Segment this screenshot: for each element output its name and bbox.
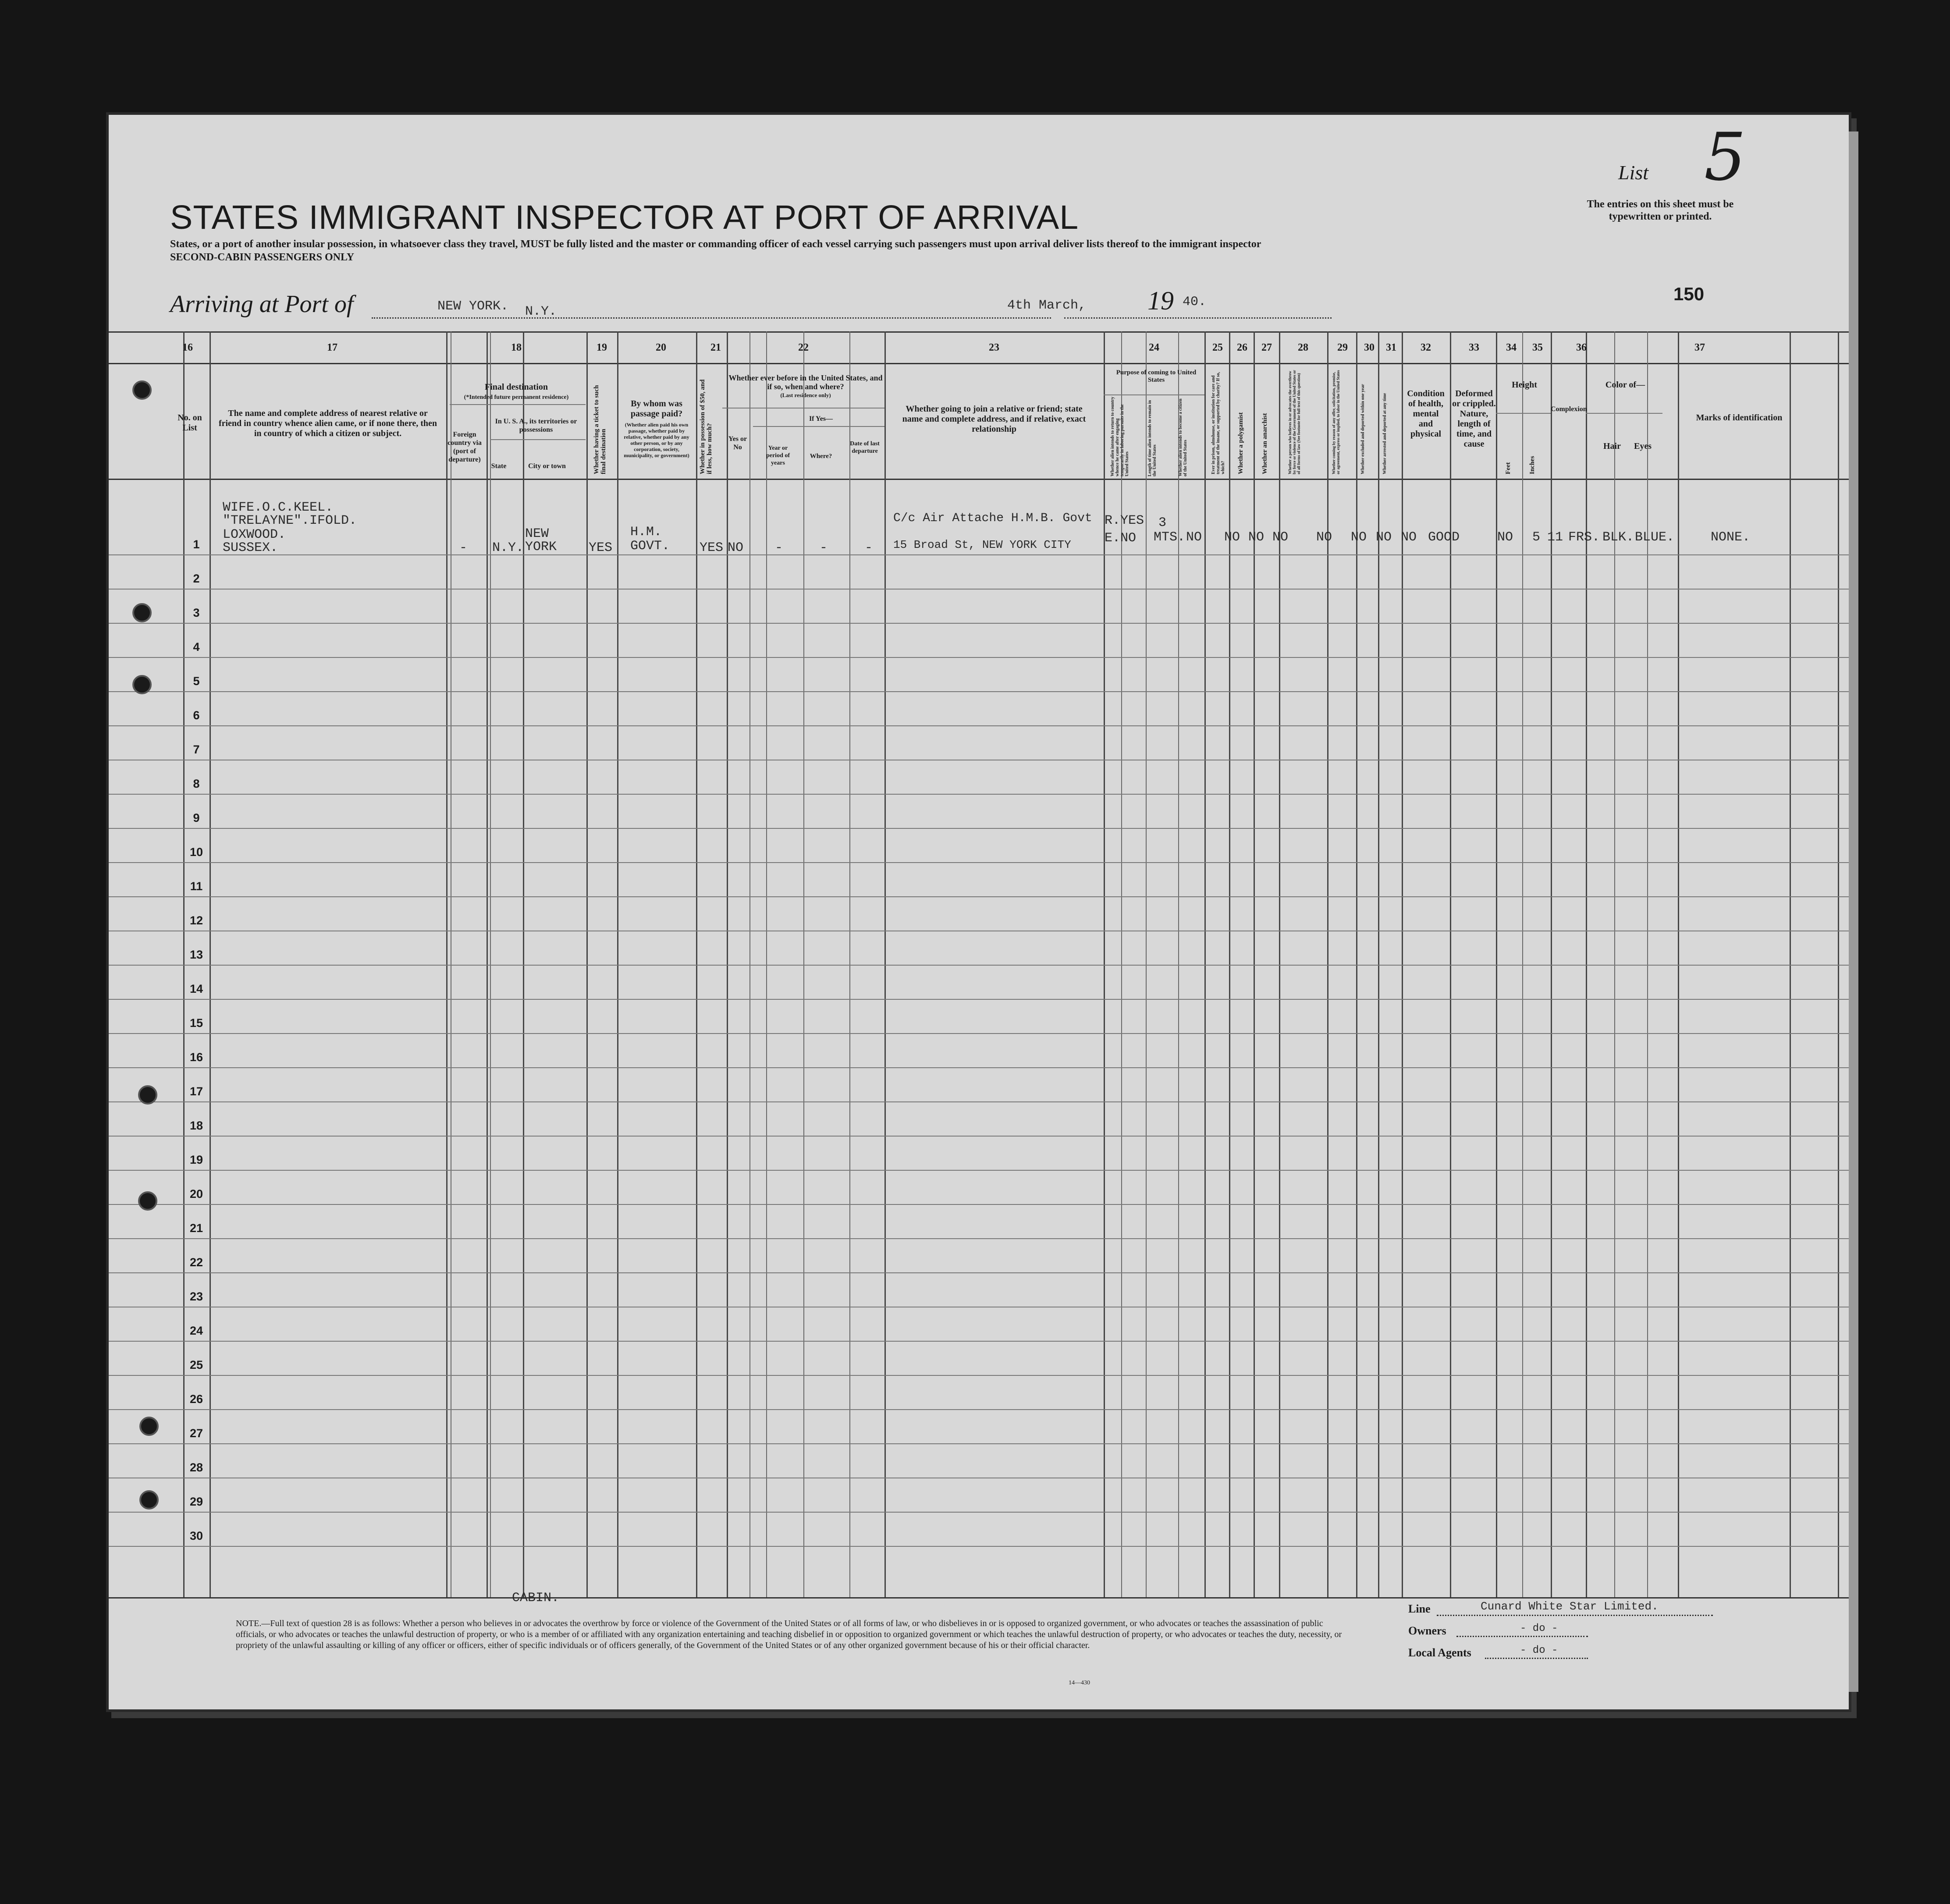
hdr-foreign-country: Foreign country via (port of departure)	[448, 431, 482, 463]
entry-ticket: YES	[589, 540, 613, 555]
before-subrule	[722, 408, 884, 409]
row-number: 2	[193, 572, 200, 585]
col-23-number: 23	[989, 342, 999, 353]
hdr-final-destination	[451, 382, 582, 402]
entry-relative-line3: LOXWOOD.	[223, 527, 286, 542]
column-rule	[1551, 331, 1552, 1597]
row-rule	[109, 794, 1849, 795]
hdr-year-period: Year or period of years	[766, 445, 790, 466]
column-rule	[183, 331, 185, 1597]
col-18-number: 18	[511, 342, 522, 353]
date-value: 4th March,	[1007, 298, 1087, 313]
row-number: 21	[189, 1222, 203, 1235]
row-number: 19	[189, 1153, 203, 1166]
entry-city-line2: YORK	[525, 540, 557, 554]
column-rule	[1146, 331, 1147, 1597]
col-33-number: 33	[1469, 342, 1479, 353]
hdr-color-of: Color of—	[1605, 380, 1645, 390]
owners-label: Owners	[1408, 1624, 1446, 1637]
column-rule	[523, 331, 524, 1597]
col-25-number: 25	[1212, 342, 1223, 353]
row-number: 14	[189, 982, 203, 995]
entry-city-line1: NEW	[525, 526, 549, 541]
row-rule	[109, 725, 1849, 726]
row-number: 22	[189, 1256, 203, 1269]
hdr-prison: Ever in prison, almshouse, or institution for care and treatment of the insane, or supported by charity? If so, which?	[1211, 372, 1225, 474]
row-number: 20	[189, 1187, 203, 1201]
row-rule	[109, 657, 1849, 658]
row-number: 5	[193, 675, 200, 688]
form-number: 14—430	[1069, 1680, 1090, 1686]
entry-arrested: NO	[1401, 530, 1417, 545]
final-destination-note: (*Intended future permanent residence)	[464, 394, 569, 401]
row-number: 18	[189, 1119, 203, 1132]
entry-eyes: BLUE.	[1635, 530, 1675, 545]
row-rule	[109, 1375, 1849, 1376]
entry-state: N.Y.	[492, 540, 524, 555]
row-number: 15	[189, 1016, 203, 1030]
column-rule	[210, 331, 211, 1597]
column-rule	[1254, 331, 1255, 1597]
col-19-number: 19	[597, 342, 607, 353]
row-number: 1	[193, 538, 200, 551]
column-rule	[1178, 331, 1179, 1597]
column-rule	[727, 331, 728, 1597]
hdr-ticket: Whether having a ticket to such final destination	[593, 385, 607, 474]
column-rule	[1402, 331, 1403, 1597]
hdr-arrested: Whether arrested and deported at any time	[1382, 393, 1387, 474]
row-number: 12	[189, 914, 203, 927]
row-rule	[109, 896, 1849, 897]
hdr-city: City or town	[528, 462, 566, 470]
column-rule	[803, 331, 804, 1597]
binder-hole	[132, 675, 152, 694]
entry-prison: NO	[1224, 530, 1240, 545]
column-rule	[884, 331, 886, 1597]
entry-purpose-a1: R.YES	[1105, 513, 1144, 528]
column-rule	[586, 331, 588, 1597]
row-rule	[109, 1409, 1849, 1410]
intro-line: States, or a port of another insular possession, in whatsoever class they travel, MUST be fully listed and the master or commanding officer of each vessel carrying such passengers must upon arrival deliver lists thereof to the immigrant inspector	[170, 238, 1261, 250]
entry-feet: 5	[1532, 530, 1541, 545]
row-number: 17	[189, 1085, 203, 1098]
port-dotline	[372, 317, 1051, 319]
hdr-passage-paid	[622, 399, 692, 458]
column-rule	[1678, 331, 1679, 1597]
column-rule	[446, 331, 448, 1597]
entry-relative-line4: SUSSEX.	[223, 540, 278, 555]
hdr-before-in-us	[727, 373, 884, 400]
column-rule	[1229, 331, 1230, 1597]
hdr-if-yes: If Yes—	[809, 415, 833, 423]
column-rule	[1279, 331, 1280, 1597]
col-35-number: 35	[1532, 342, 1543, 353]
row-rule	[109, 623, 1849, 624]
line-label: Line	[1408, 1602, 1431, 1615]
row-number: 10	[189, 845, 203, 859]
row-rule	[109, 1067, 1849, 1068]
column-rule	[1838, 331, 1839, 1597]
row-rule	[109, 1443, 1849, 1444]
hdr-nearest-relative: The name and complete address of nearest relative or friend in country whence alien came, or if none there, then in country of which a citizen or subject.	[218, 409, 437, 438]
row-rule	[109, 1546, 1849, 1547]
hdr-where: Where?	[810, 453, 832, 460]
last-residence-note: (Last residence only)	[780, 392, 831, 398]
row-rule	[109, 691, 1849, 692]
row-rule	[109, 1238, 1849, 1239]
row-rule	[109, 1204, 1849, 1205]
row-number: 8	[193, 777, 200, 790]
entry-hair: BLK.	[1602, 530, 1634, 545]
row-number: 11	[190, 880, 203, 893]
hdr-purpose: Purpose of coming to United States	[1116, 369, 1197, 384]
intro-text	[170, 238, 1616, 264]
column-rule	[1496, 331, 1497, 1597]
row-number: 16	[189, 1051, 203, 1064]
col-24-number: 24	[1149, 342, 1159, 353]
final-dest-subrule	[450, 404, 586, 405]
entry-foreign-via: -	[459, 540, 468, 555]
row-rule	[109, 862, 1849, 863]
purpose-subrule	[1104, 394, 1204, 395]
row-rule	[109, 1170, 1849, 1171]
entry-possession: YES	[700, 540, 724, 555]
hdr-eyes: Eyes	[1634, 441, 1652, 451]
line-dotline	[1437, 1615, 1713, 1616]
page-title: STATES IMMIGRANT INSPECTOR AT PORT OF ARRIVAL	[170, 199, 1079, 236]
binder-hole	[139, 1490, 159, 1510]
col-26-number: 26	[1237, 342, 1247, 353]
hdr-height: Height	[1512, 380, 1537, 390]
port-value: NEW YORK.	[437, 299, 509, 314]
row-number: 26	[189, 1392, 203, 1406]
hdr-yes-or-no: Yes or No	[728, 435, 747, 451]
entry-polygamist: NO	[1248, 530, 1264, 545]
row-number: 13	[189, 948, 203, 961]
entry-passage-line1: H.M.	[630, 525, 662, 540]
col-20-number: 20	[656, 342, 666, 353]
column-rule	[1356, 331, 1357, 1597]
col-31-number: 31	[1386, 342, 1396, 353]
row-number: 9	[193, 811, 200, 824]
hdr-overthrow: Whether a person who believes in or advocates the overthrow by force or violence of the Government of the United States or of all forms of law (See footnote for full text of this question)	[1288, 370, 1301, 474]
row-number: 30	[189, 1529, 203, 1542]
row-number: 25	[189, 1358, 203, 1371]
owners-dotline	[1456, 1636, 1588, 1637]
col-37-number: 37	[1694, 342, 1705, 353]
entry-relative-line1: WIFE.O.C.KEEL.	[223, 500, 334, 515]
passage-paid-label: By whom was passage paid?	[630, 399, 683, 419]
entry-purpose-b2: MTS.	[1154, 530, 1186, 545]
entry-purpose-b1: 3	[1158, 515, 1167, 530]
col-21-number: 21	[710, 342, 721, 353]
hdr-complexion: Complexion	[1551, 405, 1587, 413]
column-rule	[1586, 331, 1587, 1597]
row-number: 28	[189, 1461, 203, 1474]
hdr-purpose-c: Whether alien intends to become a citizen of the United States	[1178, 398, 1188, 476]
color-subrule	[1586, 413, 1662, 414]
row-rule	[109, 965, 1849, 966]
usa-subrule	[490, 439, 586, 440]
row-rule	[109, 999, 1849, 1000]
column-rule	[1647, 331, 1648, 1597]
hdr-marks: Marks of identification	[1696, 413, 1783, 423]
row-rule	[109, 1512, 1849, 1513]
column-rule	[1204, 331, 1206, 1597]
row-rule	[109, 554, 1849, 555]
col-28-number: 28	[1298, 342, 1308, 353]
passenger-class: SECOND-CABIN PASSENGERS ONLY	[170, 252, 355, 263]
entry-relative-line2: "TRELAYNE".IFOLD.	[223, 513, 357, 528]
binder-hole	[139, 1417, 159, 1436]
row-number: 23	[189, 1290, 203, 1303]
col-36-number: 36	[1576, 342, 1587, 353]
final-destination-label: Final destination	[485, 382, 548, 392]
hdr-purpose-a: Whether alien intends to return to country whence he came after engaging temporarily in laboring pursuits in the United States	[1110, 397, 1130, 476]
header-bottom-rule	[109, 479, 1849, 480]
row-rule	[109, 589, 1849, 590]
line-value: Cunard White Star Limited.	[1481, 1600, 1659, 1613]
column-rule	[1378, 331, 1379, 1597]
agents-value: - do -	[1520, 1645, 1558, 1656]
entry-purpose-a2: E.NO	[1105, 531, 1137, 546]
entry-join-line2: 15 Broad St, NEW YORK CITY	[893, 538, 1071, 551]
hdr-date-departure: Date of last departure	[850, 440, 880, 455]
column-rule	[487, 331, 488, 1597]
column-rule	[1522, 331, 1523, 1597]
footer-note: NOTE.—Full text of question 28 is as follows: Whether a person who believes in or advocates the overthrow by force or violence of the Government of the United States or of all forms of law, or who disbelieves in or is opposed to organized government, or who advocates or teaches the assassination of public officials, or who advocates or teaches the unlawful destruction of property, or who is a member of or affiliated with any organization entertaining and teaching disbelief in or opposition to organized government or which teaches the unlawful destruction of property, or who advocates or teaches the duty, necessity, or propriety of the unlawful assaulting or killing of any officer or officers, either of specific individuals or of officers generally, of the Government of the United States or of any other organized government because of his or their official character.	[236, 1619, 1342, 1650]
hdr-contract: Whether coming by reason of any offer, solicitation, promise, or agreement, express or implied, to labor in the United States	[1332, 370, 1340, 474]
before-in-us-label: Whether ever before in the United States, and if so, when and where?	[728, 373, 883, 391]
column-rule	[617, 331, 618, 1597]
hdr-excluded: Whether excluded and deported within one year	[1360, 384, 1365, 474]
agents-label: Local Agents	[1408, 1646, 1471, 1659]
row-number: 27	[189, 1427, 203, 1440]
list-label: List	[1618, 161, 1649, 184]
list-number: 5	[1704, 119, 1746, 195]
row-number: 3	[193, 606, 200, 619]
row-rule	[109, 1101, 1849, 1102]
footer-cabin: CABIN.	[512, 1591, 560, 1606]
entry-health: GOOD	[1428, 530, 1460, 545]
column-rule	[1450, 331, 1451, 1597]
col-27-number: 27	[1261, 342, 1272, 353]
entry-excluded: NO	[1376, 530, 1392, 545]
col-22-number: 22	[798, 342, 809, 353]
paper-edge	[1849, 131, 1858, 1692]
entry-deformed: NO	[1497, 530, 1513, 545]
page-number: 150	[1673, 284, 1705, 304]
hdr-no-on-list: No. on List	[178, 413, 202, 433]
column-rule	[490, 331, 491, 1597]
column-rule	[1790, 331, 1791, 1597]
row-number: 7	[193, 743, 200, 756]
row-number: 4	[193, 640, 200, 654]
entry-passage-line2: GOVT.	[630, 539, 670, 554]
binder-hole	[132, 380, 152, 400]
hdr-inches: Inches	[1529, 456, 1536, 474]
entry-contract: NO	[1351, 530, 1367, 545]
date-dotline	[1064, 317, 1332, 319]
height-subrule	[1496, 413, 1551, 414]
binder-hole	[138, 1085, 157, 1105]
entry-inches: 11	[1547, 530, 1563, 545]
hdr-in-usa: In U. S. A., its territories or possessions	[495, 418, 577, 433]
entry-marks: NONE.	[1711, 530, 1751, 545]
hdr-purpose-b: Length of time alien intends to remain in the United States	[1147, 400, 1157, 476]
hdr-state: State	[491, 462, 507, 470]
col-34-number: 34	[1506, 342, 1517, 353]
agents-dotline	[1485, 1658, 1588, 1659]
entry-overthrow: NO	[1316, 530, 1332, 545]
state-value: N.Y.	[525, 304, 557, 319]
hdr-hair: Hair	[1603, 441, 1621, 451]
binder-hole	[132, 603, 152, 622]
ifyes-subrule	[753, 426, 884, 427]
entry-complexion: FRS.	[1568, 530, 1600, 545]
entry-date-departure: -	[865, 540, 873, 555]
colnum-rule	[109, 363, 1849, 364]
row-number: 24	[189, 1324, 203, 1337]
hdr-anarchist: Whether an anarchist	[1261, 413, 1268, 474]
entry-anarchist: NO	[1272, 530, 1289, 545]
col-30-number: 30	[1364, 342, 1375, 353]
col-17-number: 17	[327, 342, 337, 353]
column-rule	[1614, 331, 1615, 1597]
column-rule	[749, 331, 750, 1597]
manifest-sheet	[109, 115, 1849, 1709]
hdr-feet: Feet	[1505, 462, 1512, 474]
row-number: 29	[189, 1495, 203, 1508]
hdr-health: Condition of health, mental and physical	[1407, 389, 1445, 439]
entry-before-yes-no: NO	[728, 540, 744, 555]
owners-value: - do -	[1520, 1623, 1558, 1634]
arriving-label: Arriving at Port of	[170, 291, 354, 318]
row-rule	[109, 1341, 1849, 1342]
entry-join-line1: C/c Air Attache H.M.B. Govt	[893, 512, 1092, 525]
column-rule	[1327, 331, 1328, 1597]
row-rule	[109, 828, 1849, 829]
hdr-joining-relative: Whether going to join a relative or friend; state name and complete address, and if relative, exact relationship	[902, 404, 1086, 434]
col-32-number: 32	[1421, 342, 1431, 353]
row-rule	[109, 1033, 1849, 1034]
entry-purpose-c: NO	[1186, 530, 1202, 545]
year-prefix: 19	[1147, 286, 1174, 315]
passage-paid-note: (Whether alien paid his own passage, whether paid by relative, whether paid by any other person, or by any corporation, society, municipality, or government)	[624, 422, 689, 458]
table-top-rule	[109, 331, 1849, 333]
column-rule	[766, 331, 767, 1597]
entry-where: -	[820, 540, 828, 555]
column-rule	[849, 331, 850, 1597]
table-bottom-rule	[109, 1597, 1849, 1599]
col-16-number: 16	[182, 342, 193, 353]
binder-hole	[138, 1191, 157, 1211]
hdr-polygamist: Whether a polygamist	[1237, 412, 1244, 474]
entry-year-period: -	[775, 540, 783, 555]
typed-note: The entries on this sheet must be typewritten or printed.	[1587, 199, 1734, 222]
row-rule	[109, 1272, 1849, 1273]
col-29-number: 29	[1337, 342, 1348, 353]
hdr-deformed: Deformed or crippled. Nature, length of time, and cause	[1452, 389, 1496, 449]
column-rule	[696, 331, 697, 1597]
row-number: 6	[193, 709, 200, 722]
row-rule	[109, 1136, 1849, 1137]
year-suffix: 40.	[1183, 295, 1207, 309]
hdr-possession: Whether in possession of $50, and if less, how much?	[699, 379, 713, 474]
